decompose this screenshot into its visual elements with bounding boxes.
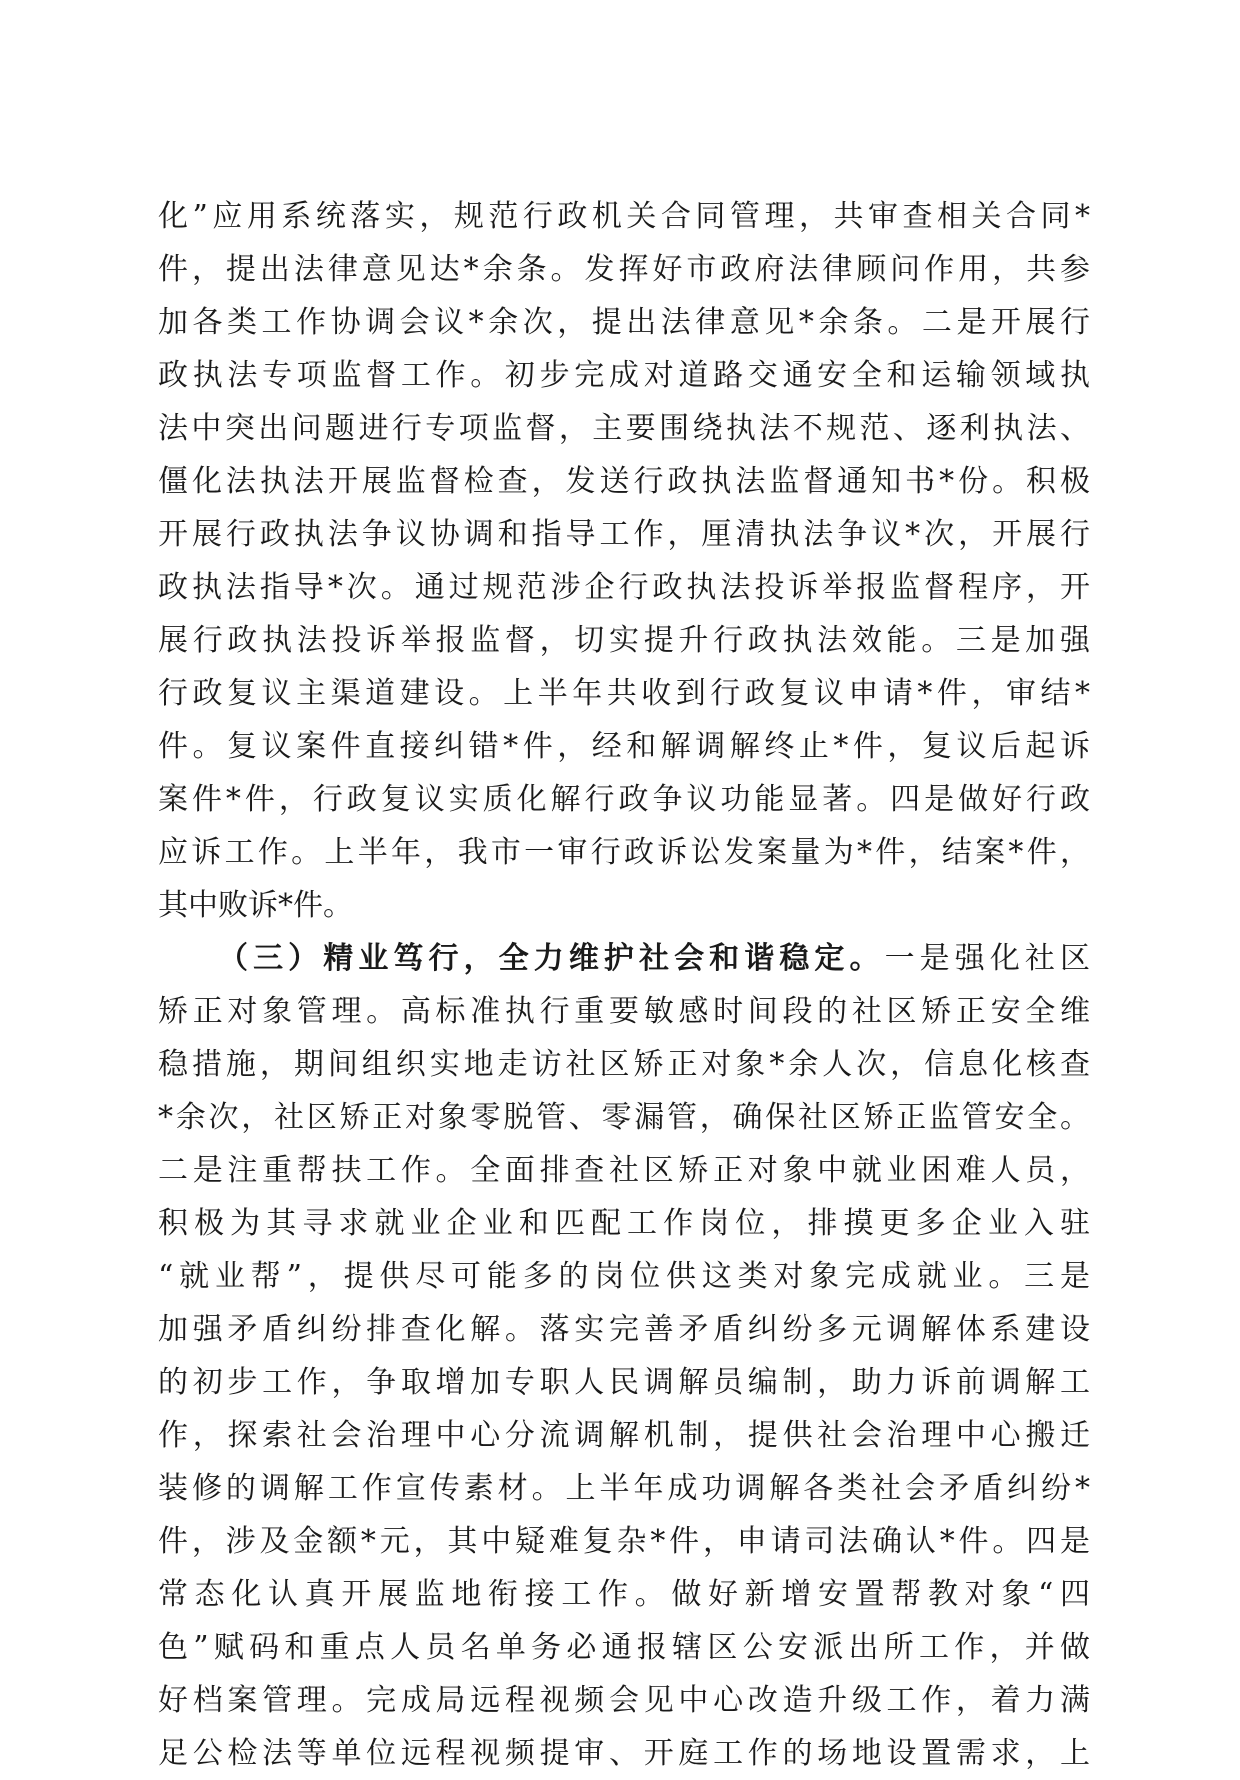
text-line: 件。复议案件直接纠错*件，经和解调解终止*件，复议后起诉 (158, 729, 1090, 764)
text-line: 僵化法执法开展监督检查，发送行政执法监督通知书*份。积极 (158, 464, 1090, 499)
text-line: 其中败诉*件。 (158, 888, 353, 923)
text-line: 矫正对象管理。高标准执行重要敏感时间段的社区矫正安全维 (158, 994, 1090, 1029)
section-first-line (158, 932, 1090, 985)
text-line: 加各类工作协调会议*余次，提出法律意见*余条。二是开展行 (158, 305, 1090, 340)
text-line: 化”应用系统落实，规范行政机关合同管理，共审查相关合同* (158, 199, 1090, 234)
text-line: 稳措施，期间组织实地走访社区矫正对象*余人次，信息化核查 (158, 1047, 1090, 1082)
text-line: 好档案管理。完成局远程视频会见中心改造升级工作，着力满 (158, 1683, 1090, 1718)
text-line: 的初步工作，争取增加专职人民调解员编制，助力诉前调解工 (158, 1365, 1090, 1400)
text-line: 政执法专项监督工作。初步完成对道路交通安全和运输领域执 (158, 358, 1090, 393)
text-line: 法中突出问题进行专项监督，主要围绕执法不规范、逐利执法、 (158, 411, 1090, 446)
paragraph-legal-work (158, 190, 1090, 932)
text-line: *余次，社区矫正对象零脱管、零漏管，确保社区矫正监管安全。 (158, 1100, 1090, 1135)
paragraph-social-stability (158, 932, 1090, 1780)
text-line: 件，提出法律意见达*余条。发挥好市政府法律顾问作用，共参 (158, 252, 1090, 287)
text-line: 开展行政执法争议协调和指导工作，厘清执法争议*次，开展行 (158, 517, 1090, 552)
text-line: 应诉工作。上半年，我市一审行政诉讼发案量为*件，结案*件， (158, 835, 1090, 870)
section-heading: （三）精业笃行，全力维护社会和谐稳定。 (218, 941, 885, 976)
text-line: 展行政执法投诉举报监督，切实提升行政执法效能。三是加强 (158, 623, 1090, 658)
text-line: 加强矛盾纠纷排查化解。落实完善矛盾纠纷多元调解体系建设 (158, 1312, 1090, 1347)
text-line: 件，涉及金额*元，其中疑难复杂*件，申请司法确认*件。四是 (158, 1524, 1090, 1559)
text-line: 作，探索社会治理中心分流调解机制，提供社会治理中心搬迁 (158, 1418, 1090, 1453)
text-line: 案件*件，行政复议实质化解行政争议功能显著。四是做好行政 (158, 782, 1090, 817)
text-line: 行政复议主渠道建设。上半年共收到行政复议申请*件，审结* (158, 676, 1090, 711)
section-first-line-text: 一是强化社区 (884, 941, 1091, 976)
text-line: 足公检法等单位远程视频提审、开庭工作的场地设置需求，上 (158, 1736, 1090, 1771)
text-line: 常态化认真开展监地衔接工作。做好新增安置帮教对象“四 (158, 1577, 1090, 1612)
text-line: 二是注重帮扶工作。全面排查社区矫正对象中就业困难人员， (158, 1153, 1090, 1188)
text-line: “就业帮”，提供尽可能多的岗位供这类对象完成就业。三是 (158, 1259, 1090, 1294)
text-line: 积极为其寻求就业企业和匹配工作岗位，排摸更多企业入驻 (158, 1206, 1090, 1241)
text-line: 装修的调解工作宣传素材。上半年成功调解各类社会矛盾纠纷* (158, 1471, 1090, 1506)
text-line: 色”赋码和重点人员名单务必通报辖区公安派出所工作，并做 (158, 1630, 1090, 1665)
text-line: 政执法指导*次。通过规范涉企行政执法投诉举报监督程序，开 (158, 570, 1090, 605)
